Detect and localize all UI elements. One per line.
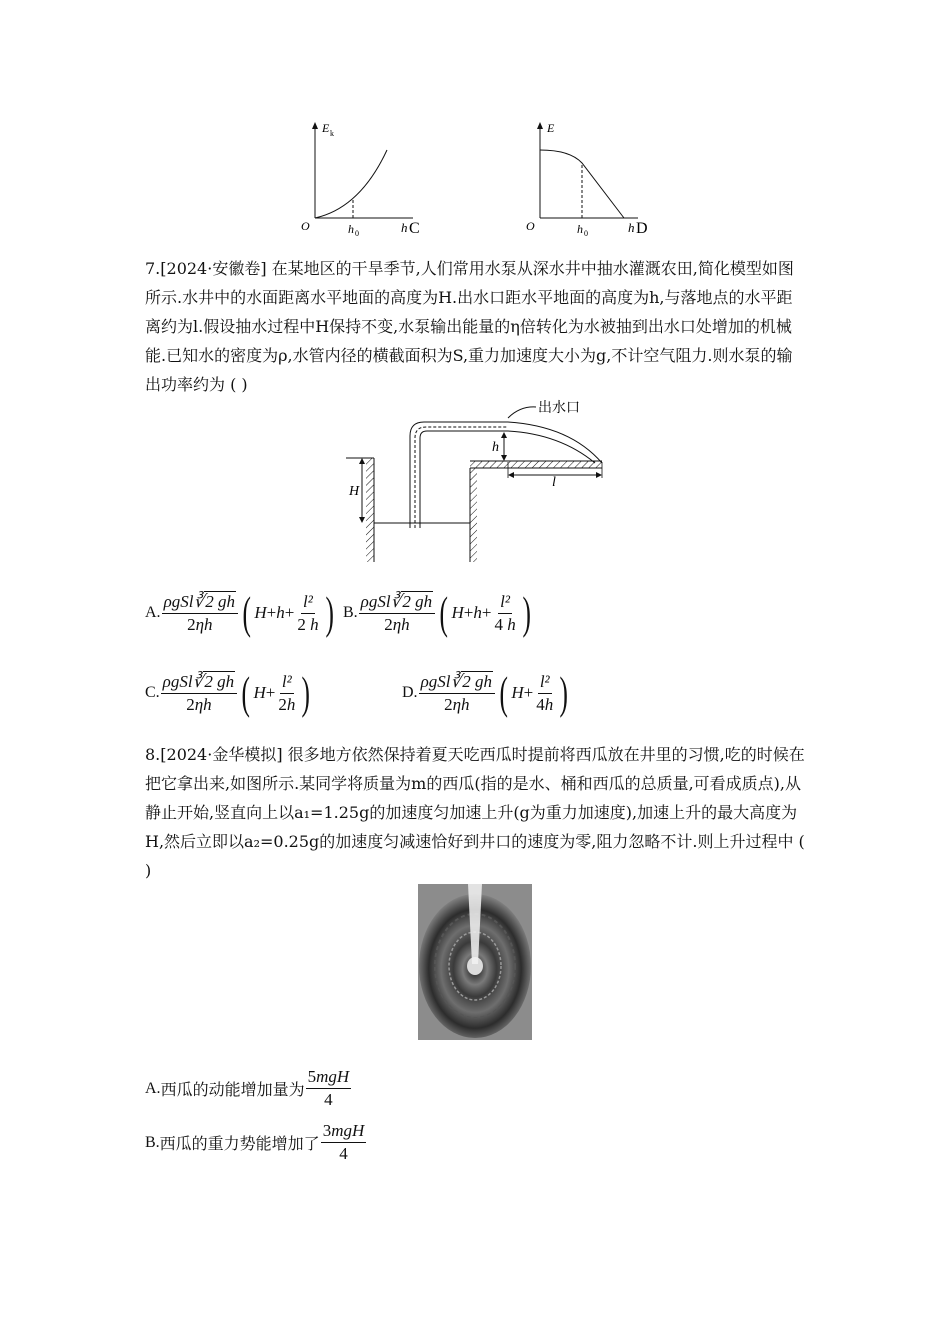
q7-option-a[interactable]: A. $\frac{\text{ρgSl∛2 gh}}{2\eta h}$ ( H + h + $\frac{\text{l²}}{2 h}$ ) — [145, 587, 334, 638]
option-label: A. — [145, 604, 161, 621]
graph-c-option: C — [409, 220, 420, 237]
q7-option-b[interactable]: B. $\frac{\text{ρgSl∛2 gh}}{2\eta h}$ ( H + h + $\frac{\text{l²}}{4 h}$ ) — [343, 587, 531, 638]
graph-c-tick: h — [348, 222, 354, 236]
diagram-outlet-label: 出水口 — [538, 401, 580, 416]
option-label: B. — [343, 604, 358, 621]
graph-d-tick-sub: 0 — [584, 229, 588, 238]
q7-text: 7.[2024·安徽卷] 在某地区的干旱季节,人们常用水泵从深水井中抽水灌溉农田,简化模型如图所示.水井中的水面距离水平地面的高度为H.出水口距水平地面的高度为h,与落地点的水平距离约为l.假设抽水过程中H保持不变,水泵输出能量的η倍转化为水被抽到出水口处增加的机械能.已知水的密度为ρ,水管内径的横截面积为S,重力加速度大小为g,不计空气阻力.则水泵的输出功率约为 ( ) — [145, 259, 794, 394]
graph-c-x-label: h — [401, 220, 408, 235]
option-text: 西瓜的重力势能增加了 — [159, 1134, 320, 1153]
option-label: C. — [145, 684, 160, 701]
q8-text: 8.[2024·金华模拟] 很多地方依然保持着夏天吃西瓜时提前将西瓜放在井里的习惯,吃的时候在把它拿出来,如图所示.某同学将质量为m的西瓜(指的是水、桶和西瓜的总质量,可看成质点),从静止开始,竖直向上以a₁=1.25g的加速度匀加速上升(g为重力加速度),加速上升的最大高度为H,然后立即以a₂=0.25g的加速度匀减速恰好到井口的速度为零,阻力忽略不计.则上升过程中 ( ) — [145, 745, 805, 880]
graph-c-origin: O — [301, 219, 310, 233]
well-photo — [418, 884, 532, 1040]
graph-c-tick-sub: 0 — [355, 229, 359, 238]
diagram-l-label: l — [552, 475, 556, 490]
option-label: B. — [145, 1133, 160, 1151]
graph-d-origin: O — [526, 219, 535, 233]
graph-c — [295, 118, 435, 240]
pump-diagram — [340, 398, 630, 566]
graph-d — [520, 118, 660, 240]
q7-option-d[interactable]: D. $\frac{\text{ρgSl∛2 gh}}{2\eta h}$ ( H + $\frac{\text{l²}}{4h}$ ) — [402, 667, 569, 718]
q8-option-a[interactable]: A. 西瓜的动能增加量为 $\frac{\text{5mgH}}{4}$ — [145, 1067, 350, 1109]
diagram-H-label: H — [349, 484, 360, 499]
graph-c-y-label: E — [322, 121, 330, 135]
graph-d-tick: h — [577, 222, 583, 236]
q7-option-c[interactable]: C. $\frac{\text{ρgSl∛2 gh}}{2\eta h}$ ( H + $\frac{\text{l²}}{2h}$ ) — [145, 667, 311, 718]
option-text: 西瓜的动能增加量为 — [160, 1080, 305, 1099]
q8-option-b[interactable]: B. 西瓜的重力势能增加了 $\frac{\text{3mgH}}{4}$ — [145, 1121, 365, 1163]
option-label: A. — [145, 1079, 161, 1097]
diagram-h-label: h — [492, 440, 499, 455]
graph-d-x-label: h — [628, 220, 635, 235]
graph-d-option: D — [636, 220, 648, 237]
graph-c-y-sub: k — [330, 129, 334, 138]
graph-d-y-label: E — [547, 121, 555, 135]
option-label: D. — [402, 684, 418, 701]
